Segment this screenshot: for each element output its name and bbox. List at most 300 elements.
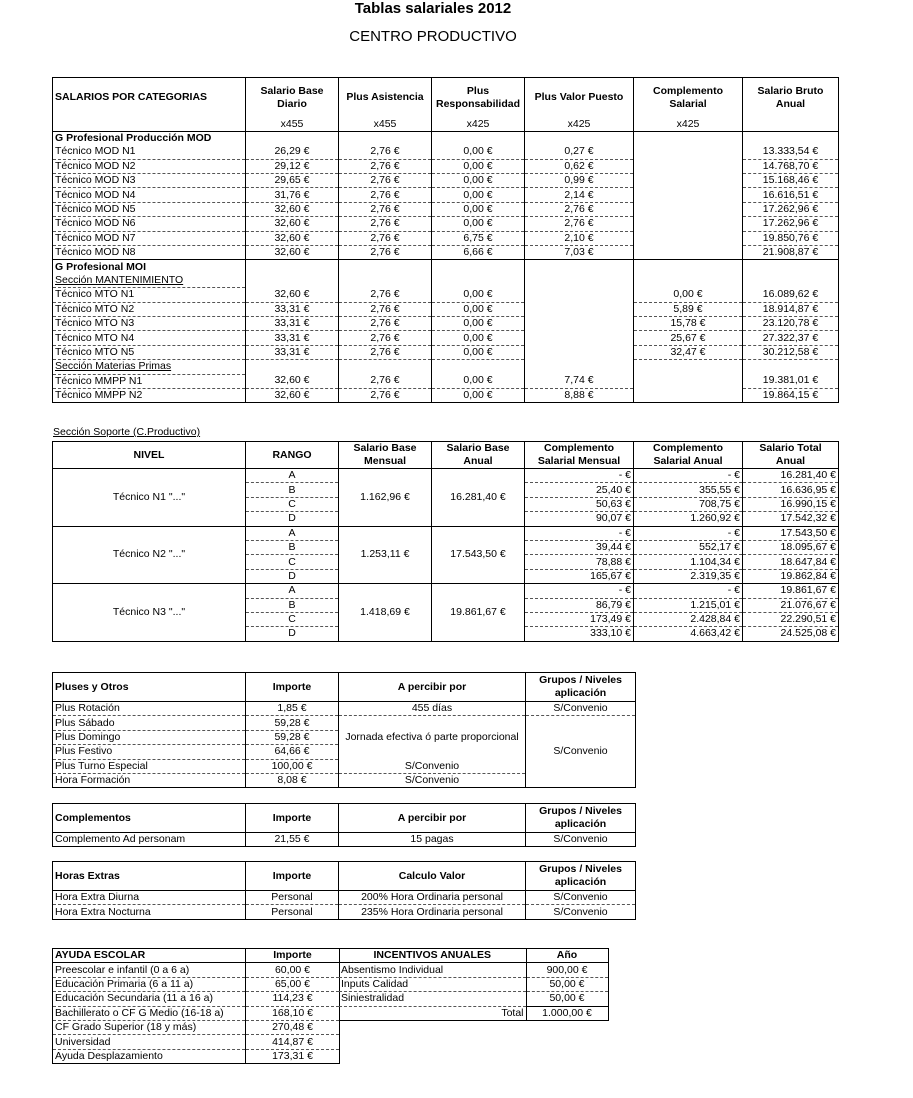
value-cell: 33,31 €	[246, 316, 339, 330]
table-row	[53, 316, 839, 330]
value-cell: - €	[634, 469, 743, 483]
value-cell: - €	[634, 526, 743, 540]
value-cell: 165,67 €	[525, 569, 634, 583]
header-row	[53, 804, 636, 833]
value-cell: 18.095,67 €	[743, 540, 839, 554]
rango-cell: A	[246, 469, 339, 483]
row-label: Hora Extra Nocturna	[53, 905, 246, 919]
plus-name: Plus Sábado	[53, 716, 246, 730]
value-cell: 235% Hora Ordinaria personal	[339, 905, 526, 919]
value-cell: 32,60 €	[246, 288, 339, 302]
plus-name: Plus Festivo	[53, 745, 246, 759]
empty-cell	[432, 131, 525, 145]
table-row	[53, 188, 839, 202]
rango-cell: A	[246, 584, 339, 598]
table-row	[53, 833, 636, 847]
plus-name: Plus Turno Especial	[53, 759, 246, 773]
row-label: Preescolar e infantil (0 a 6 a)	[53, 963, 246, 977]
empty-cell	[634, 274, 743, 288]
value-cell: 333,10 €	[525, 627, 634, 641]
value-cell: 0,00 €	[432, 288, 525, 302]
rango-cell: C	[246, 497, 339, 511]
value-cell: 0,27 €	[525, 145, 634, 159]
empty-cell	[339, 131, 432, 145]
row-label: Educación Secundaria (11 a 16 a)	[53, 992, 246, 1006]
empty-cell	[525, 274, 634, 288]
value-cell	[634, 217, 743, 231]
value-cell: 18.914,87 €	[743, 302, 839, 316]
value-cell: 2,76 €	[339, 202, 432, 216]
value-cell: 900,00 €	[526, 963, 608, 977]
header-row	[339, 949, 608, 963]
row-label: CF Grado Superior (18 y más)	[53, 1020, 246, 1034]
empty-cell	[339, 274, 432, 288]
value-cell: 0,00 €	[432, 145, 525, 159]
value-cell: 16.089,62 €	[743, 288, 839, 302]
value-cell: 8,88 €	[525, 388, 634, 402]
column-header: Grupos / Niveles aplicación	[526, 862, 636, 891]
value-cell: 21.908,87 €	[743, 246, 839, 260]
value-cell: 19.850,76 €	[743, 231, 839, 245]
value-cell	[634, 388, 743, 402]
multiplier-cell: x425	[432, 118, 525, 132]
value-cell	[634, 246, 743, 260]
value-cell: 32,47 €	[634, 345, 743, 359]
row-label: Inputs Calidad	[339, 977, 526, 991]
value-cell: 60,00 €	[246, 963, 340, 977]
value-cell: 0,00 €	[432, 345, 525, 359]
grupo-cell: S/Convenio	[526, 702, 636, 716]
value-cell: 414,87 €	[246, 1035, 340, 1049]
column-header: AYUDA ESCOLAR	[53, 949, 246, 963]
table-row	[53, 702, 636, 716]
table-row	[53, 145, 839, 159]
category-name: Técnico MOD N7	[53, 231, 246, 245]
category-name: Técnico MOD N4	[53, 188, 246, 202]
empty-cell	[246, 260, 339, 274]
value-cell: 23.120,78 €	[743, 316, 839, 330]
category-name: Técnico MOD N2	[53, 159, 246, 173]
value-cell: 32,60 €	[246, 246, 339, 260]
value-cell: 21,55 €	[246, 833, 339, 847]
value-cell: 32,60 €	[246, 374, 339, 388]
value-cell: 1.104,34 €	[634, 555, 743, 569]
complementos-table	[52, 803, 636, 847]
total-label: Total	[339, 1006, 526, 1020]
value-cell: 15.168,46 €	[743, 174, 839, 188]
empty-cell	[525, 260, 634, 274]
value-cell: 2,76 €	[339, 345, 432, 359]
column-header: Horas Extras	[53, 862, 246, 891]
category-name: Técnico MOD N6	[53, 217, 246, 231]
value-cell: 32,60 €	[246, 388, 339, 402]
value-cell: 2,76 €	[339, 174, 432, 188]
table-row	[53, 469, 839, 483]
page-subtitle: CENTRO PRODUCTIVO	[349, 28, 517, 45]
multiplier-cell	[53, 118, 246, 132]
value-cell	[634, 145, 743, 159]
table-row	[53, 1049, 340, 1063]
empty-cell	[743, 131, 839, 145]
value-cell: 0,00 €	[432, 159, 525, 173]
importe-cell: 59,28 €	[246, 716, 339, 730]
table-row	[53, 905, 636, 919]
column-header: Pluses y Otros	[53, 673, 246, 702]
value-cell: 0,00 €	[432, 217, 525, 231]
value-cell: 17.262,96 €	[743, 202, 839, 216]
value-cell: 65,00 €	[246, 977, 340, 991]
value-cell	[634, 202, 743, 216]
column-header: Salario Base Mensual	[339, 442, 432, 469]
category-name: Técnico MTO N3	[53, 316, 246, 330]
value-cell: 33,31 €	[246, 331, 339, 345]
percibir-cell: 455 días	[339, 702, 526, 716]
table-row	[53, 977, 340, 991]
column-header: INCENTIVOS ANUALES	[339, 949, 526, 963]
column-header: Grupos / Niveles aplicación	[526, 673, 636, 702]
plus-name: Plus Rotación	[53, 702, 246, 716]
total-row	[339, 1006, 608, 1020]
value-cell: 168,10 €	[246, 1006, 340, 1020]
category-name: Técnico MOD N3	[53, 174, 246, 188]
value-cell: 16.616,51 €	[743, 188, 839, 202]
column-header: Importe	[246, 673, 339, 702]
value-cell: 33,31 €	[246, 345, 339, 359]
table-row	[53, 202, 839, 216]
column-header: Importe	[246, 862, 339, 891]
empty-cell	[743, 274, 839, 288]
empty-cell	[432, 260, 525, 274]
value-cell: 1.215,01 €	[634, 598, 743, 612]
group-row	[53, 260, 839, 274]
empty-cell	[634, 360, 743, 374]
column-header: Complementos	[53, 804, 246, 833]
nivel-cell: Técnico N2 "..."	[53, 526, 246, 584]
table-row	[53, 1006, 340, 1020]
value-cell: 2,76 €	[339, 388, 432, 402]
table-row	[53, 1020, 340, 1034]
value-cell: S/Convenio	[526, 905, 636, 919]
empty-cell	[743, 260, 839, 274]
group-row	[53, 131, 839, 145]
value-cell: 39,44 €	[525, 540, 634, 554]
value-cell: Personal	[246, 905, 339, 919]
row-label: Universidad	[53, 1035, 246, 1049]
table-row	[53, 288, 839, 302]
support-section-table	[52, 441, 839, 642]
table-row	[53, 1035, 340, 1049]
table-row	[53, 388, 839, 402]
value-cell: 27.322,37 €	[743, 331, 839, 345]
value-cell: 15 pagas	[339, 833, 526, 847]
value-cell: 2,76 €	[525, 202, 634, 216]
value-cell: - €	[525, 526, 634, 540]
value-cell: - €	[634, 584, 743, 598]
value-cell: 0,00 €	[432, 302, 525, 316]
table-row	[53, 217, 839, 231]
value-cell: 2,76 €	[339, 288, 432, 302]
column-header: Importe	[246, 804, 339, 833]
row-label: Complemento Ad personam	[53, 833, 246, 847]
value-cell: 1.260,92 €	[634, 512, 743, 526]
value-cell: 2,76 €	[339, 231, 432, 245]
table-row	[53, 302, 839, 316]
rango-cell: D	[246, 627, 339, 641]
value-cell: 32,60 €	[246, 202, 339, 216]
value-cell: 15,78 €	[634, 316, 743, 330]
column-header: Salario Bruto Anual	[743, 78, 839, 118]
row-label: Educación Primaria (6 a 11 a)	[53, 977, 246, 991]
total-value: 1.000,00 €	[526, 1006, 608, 1020]
section-row	[53, 360, 839, 374]
table-row	[53, 963, 340, 977]
column-header: Grupos / Niveles aplicación	[526, 804, 636, 833]
value-cell: 33,31 €	[246, 302, 339, 316]
value-cell: 2,76 €	[339, 217, 432, 231]
value-cell: 2.428,84 €	[634, 612, 743, 626]
value-cell: 173,31 €	[246, 1049, 340, 1063]
value-cell	[525, 345, 634, 359]
value-cell: 2,76 €	[339, 331, 432, 345]
multiplier-cell: x455	[246, 118, 339, 132]
column-header: Año	[526, 949, 608, 963]
header-row	[53, 949, 340, 963]
base-mensual-cell: 1.253,11 €	[339, 526, 432, 584]
value-cell: 29,12 €	[246, 159, 339, 173]
value-cell: 2,14 €	[525, 188, 634, 202]
value-cell: 17.262,96 €	[743, 217, 839, 231]
rango-cell: C	[246, 612, 339, 626]
base-anual-cell: 17.543,50 €	[432, 526, 525, 584]
value-cell: 0,62 €	[525, 159, 634, 173]
category-name: Técnico MOD N5	[53, 202, 246, 216]
plus-name: Hora Formación	[53, 773, 246, 787]
value-cell	[525, 288, 634, 302]
empty-cell	[634, 260, 743, 274]
base-mensual-cell: 1.162,96 €	[339, 469, 432, 527]
importe-cell: 8,08 €	[246, 773, 339, 787]
table-row	[53, 891, 636, 905]
rango-cell: B	[246, 598, 339, 612]
column-header: A percibir por	[339, 673, 526, 702]
header-row	[53, 78, 839, 118]
empty-cell	[432, 360, 525, 374]
value-cell: 25,67 €	[634, 331, 743, 345]
value-cell: 31,76 €	[246, 188, 339, 202]
value-cell	[634, 159, 743, 173]
row-label: Absentismo Individual	[339, 963, 526, 977]
rango-cell: B	[246, 483, 339, 497]
value-cell: 25,40 €	[525, 483, 634, 497]
multiplier-cell: x425	[634, 118, 743, 132]
value-cell: 19.862,84 €	[743, 569, 839, 583]
value-cell: 114,23 €	[246, 992, 340, 1006]
table-row	[53, 345, 839, 359]
column-header: SALARIOS POR CATEGORIAS	[53, 78, 246, 118]
percibir-cell: Jornada efectiva ó parte proporcional	[339, 716, 526, 759]
value-cell: 173,49 €	[525, 612, 634, 626]
value-cell: S/Convenio	[526, 833, 636, 847]
value-cell	[525, 302, 634, 316]
column-header: A percibir por	[339, 804, 526, 833]
value-cell: 5,89 €	[634, 302, 743, 316]
value-cell: 552,17 €	[634, 540, 743, 554]
section-soporte-label: Sección Soporte (C.Productivo)	[53, 426, 201, 438]
importe-cell: 64,66 €	[246, 745, 339, 759]
value-cell: 29,65 €	[246, 174, 339, 188]
column-header: Salario Total Anual	[743, 442, 839, 469]
plus-name: Plus Domingo	[53, 730, 246, 744]
value-cell: 2,76 €	[339, 246, 432, 260]
category-name: Técnico MMPP N1	[53, 374, 246, 388]
table-row	[53, 526, 839, 540]
value-cell: 16.990,15 €	[743, 497, 839, 511]
table-row	[53, 231, 839, 245]
value-cell: 19.861,67 €	[743, 584, 839, 598]
table-row	[339, 963, 608, 977]
value-cell: 0,00 €	[432, 331, 525, 345]
value-cell: 24.525,08 €	[743, 627, 839, 641]
incentivos-table	[339, 948, 609, 1021]
value-cell: 50,00 €	[526, 992, 608, 1006]
empty-cell	[246, 131, 339, 145]
multiplier-cell: x425	[525, 118, 634, 132]
value-cell: 6,66 €	[432, 246, 525, 260]
value-cell: 7,03 €	[525, 246, 634, 260]
table-row	[53, 374, 839, 388]
category-name: Técnico MTO N4	[53, 331, 246, 345]
column-header: Complemento Salarial Mensual	[525, 442, 634, 469]
row-label: Bachillerato o CF G Medio (16-18 a)	[53, 1006, 246, 1020]
nivel-cell: Técnico N1 "..."	[53, 469, 246, 527]
category-name: Técnico MMPP N2	[53, 388, 246, 402]
value-cell: 2.319,35 €	[634, 569, 743, 583]
base-mensual-cell: 1.418,69 €	[339, 584, 432, 642]
nivel-cell: Técnico N3 "..."	[53, 584, 246, 642]
importe-cell: 59,28 €	[246, 730, 339, 744]
base-anual-cell: 19.861,67 €	[432, 584, 525, 642]
multiplier-cell	[743, 118, 839, 132]
value-cell: 50,63 €	[525, 497, 634, 511]
ayuda-escolar-table	[52, 948, 340, 1064]
value-cell	[634, 231, 743, 245]
category-name: Técnico MOD N1	[53, 145, 246, 159]
header-row	[53, 673, 636, 702]
table-row	[339, 992, 608, 1006]
empty-cell	[634, 131, 743, 145]
section-label: Sección Materias Primas	[53, 360, 246, 374]
grupo-cell: S/Convenio	[526, 716, 636, 788]
empty-cell	[525, 360, 634, 374]
column-header: Complemento Salarial	[634, 78, 743, 118]
table-row	[53, 159, 839, 173]
column-header: Plus Responsabilidad	[432, 78, 525, 118]
empty-cell	[743, 360, 839, 374]
value-cell: 17.543,50 €	[743, 526, 839, 540]
category-name: Técnico MTO N2	[53, 302, 246, 316]
value-cell: 270,48 €	[246, 1020, 340, 1034]
empty-cell	[339, 360, 432, 374]
rango-cell: D	[246, 569, 339, 583]
value-cell: 32,60 €	[246, 217, 339, 231]
value-cell: 30.212,58 €	[743, 345, 839, 359]
percibir-cell: S/Convenio	[339, 773, 526, 787]
table-row	[53, 992, 340, 1006]
section-label: Sección MANTENIMIENTO	[53, 274, 246, 288]
value-cell: 78,88 €	[525, 555, 634, 569]
value-cell: 0,00 €	[432, 316, 525, 330]
horas-extras-table	[52, 861, 636, 920]
value-cell: 90,07 €	[525, 512, 634, 526]
rango-cell: A	[246, 526, 339, 540]
group-label: G Profesional Producción MOD	[53, 131, 246, 145]
value-cell: 0,00 €	[432, 388, 525, 402]
percibir-cell: S/Convenio	[339, 759, 526, 773]
column-header: NIVEL	[53, 442, 246, 469]
value-cell: - €	[525, 584, 634, 598]
page-title: Tablas salariales 2012	[354, 0, 512, 17]
header-row	[53, 862, 636, 891]
row-label: Hora Extra Diurna	[53, 891, 246, 905]
value-cell: 0,00 €	[432, 374, 525, 388]
importe-cell: 100,00 €	[246, 759, 339, 773]
column-header: Plus Valor Puesto	[525, 78, 634, 118]
value-cell	[634, 174, 743, 188]
value-cell: 21.076,67 €	[743, 598, 839, 612]
value-cell: 355,55 €	[634, 483, 743, 497]
table-row	[53, 246, 839, 260]
value-cell: 0,00 €	[432, 188, 525, 202]
value-cell: 2,10 €	[525, 231, 634, 245]
row-label: Siniestralidad	[339, 992, 526, 1006]
value-cell: 7,74 €	[525, 374, 634, 388]
value-cell: 0,00 €	[634, 288, 743, 302]
value-cell: 708,75 €	[634, 497, 743, 511]
value-cell	[634, 374, 743, 388]
value-cell: 86,79 €	[525, 598, 634, 612]
header-row	[53, 442, 839, 469]
value-cell: 6,75 €	[432, 231, 525, 245]
value-cell: 19.864,15 €	[743, 388, 839, 402]
value-cell: 2,76 €	[339, 374, 432, 388]
pluses-table	[52, 672, 636, 788]
table-row	[339, 977, 608, 991]
salary-categories-table	[52, 77, 839, 403]
base-anual-cell: 16.281,40 €	[432, 469, 525, 527]
value-cell: 0,00 €	[432, 202, 525, 216]
column-header: Importe	[246, 949, 340, 963]
column-header: Plus Asistencia	[339, 78, 432, 118]
value-cell: 2,76 €	[339, 159, 432, 173]
empty-cell	[246, 274, 339, 288]
multiplier-cell: x455	[339, 118, 432, 132]
column-header: Salario Base Diario	[246, 78, 339, 118]
value-cell: 18.647,84 €	[743, 555, 839, 569]
rango-cell: D	[246, 512, 339, 526]
value-cell: 14.768,70 €	[743, 159, 839, 173]
empty-cell	[432, 274, 525, 288]
value-cell: Personal	[246, 891, 339, 905]
importe-cell: 1,85 €	[246, 702, 339, 716]
table-row	[53, 716, 636, 730]
row-label: Ayuda Desplazamiento	[53, 1049, 246, 1063]
table-row	[53, 174, 839, 188]
value-cell: 2,76 €	[339, 145, 432, 159]
value-cell	[525, 316, 634, 330]
table-row	[53, 331, 839, 345]
value-cell: 0,00 €	[432, 174, 525, 188]
value-cell: 2,76 €	[525, 217, 634, 231]
